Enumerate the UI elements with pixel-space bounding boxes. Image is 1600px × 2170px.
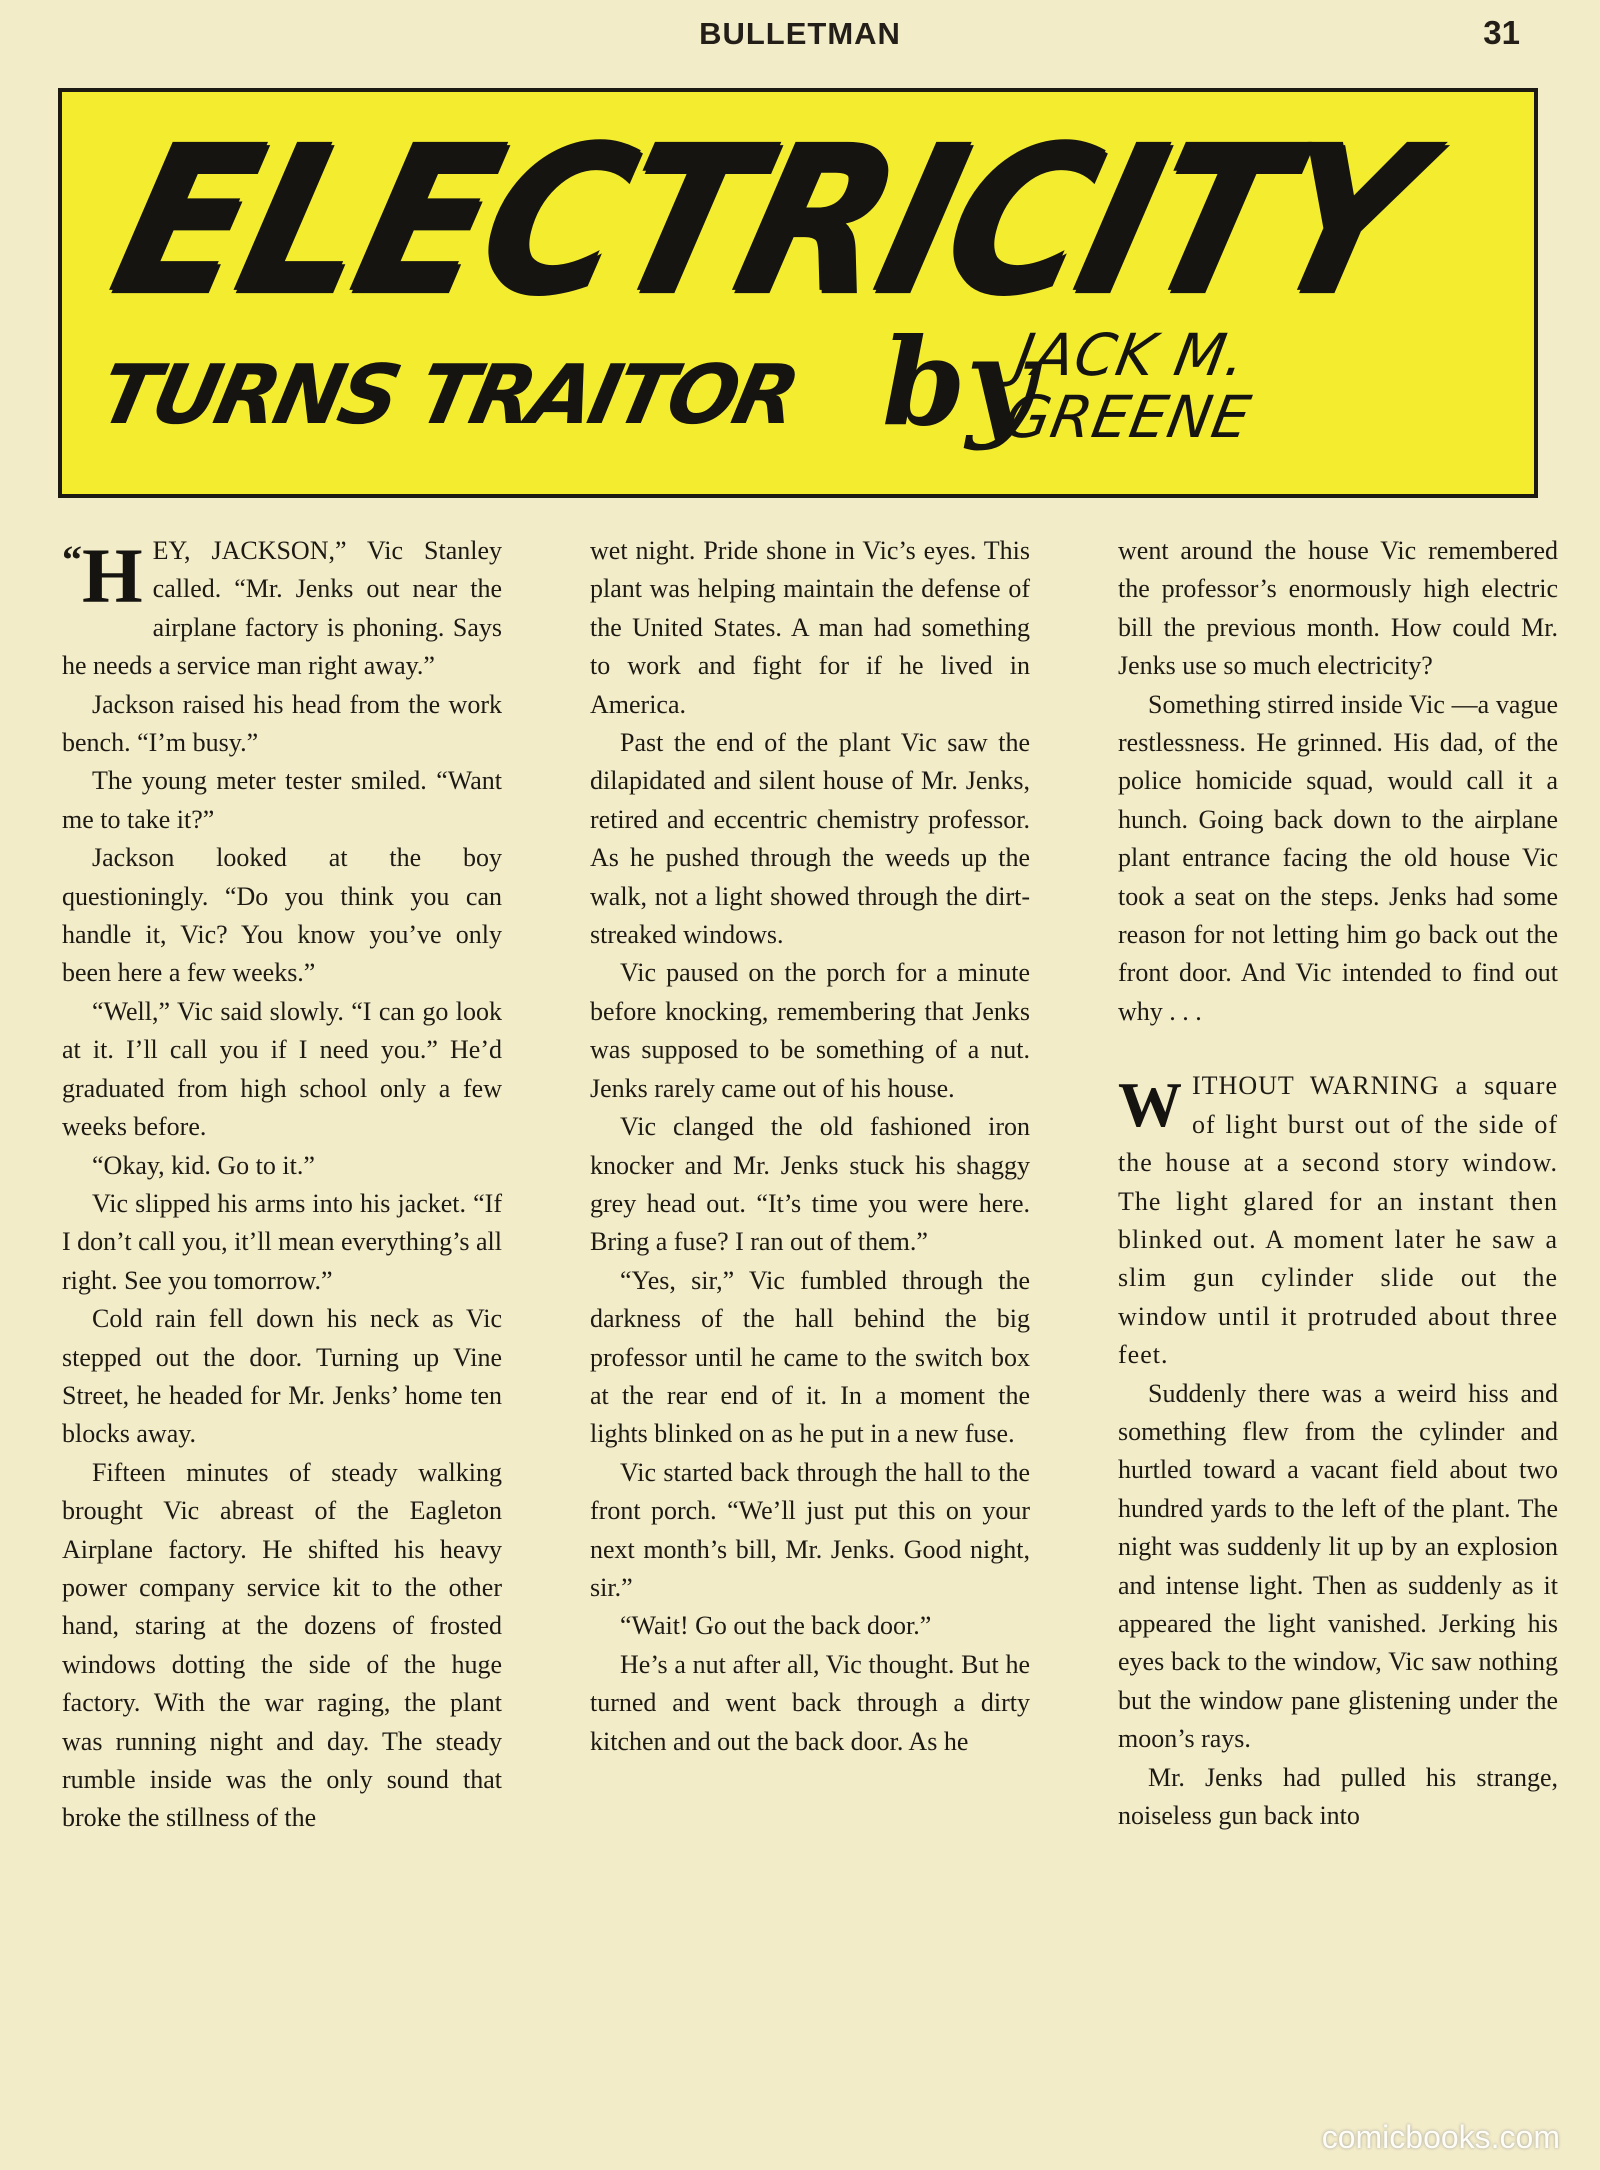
paragraph: Vic slipped his arms into his jacket. “If I don’t call you, it’ll mean everything’s all right. See you tomorrow.” bbox=[62, 1188, 502, 1295]
paragraph: The young meter tester smiled. “Want me to take it?” bbox=[62, 766, 502, 834]
running-head bbox=[0, 14, 1600, 64]
opening-quote: “ bbox=[62, 537, 82, 582]
text-column-3 bbox=[1118, 532, 1558, 1835]
paragraph: “Yes, sir,” Vic fumbled through the darkness of the hall behind the big professor until he came to the switch box at the rear end of it. In a moment the lights blinked on as he put in a new fuse. bbox=[590, 1265, 1030, 1449]
story-title: ELECTRICITY bbox=[93, 102, 1438, 339]
title-banner bbox=[58, 88, 1538, 498]
author-name bbox=[999, 321, 1362, 451]
author-line-1: JACK M. bbox=[1010, 321, 1252, 389]
paragraph: Mr. Jenks had pulled his strange, noiseless gun back into bbox=[1118, 1762, 1558, 1830]
paragraph-text: ITHOUT WARNING a square of light burst out of the side of the house at a second story window. The light glared for an instant then blinked out. A moment later he saw a slim gun cylinder slide out the window until it protruded about three feet. bbox=[1118, 1071, 1558, 1370]
paragraph: Vic paused on the porch for a minute before knocking, remembering that Jenks was supposed to be something of a nut. Jenks rarely came out of his house. bbox=[590, 958, 1030, 1103]
watermark: comicbooks.com bbox=[1321, 2119, 1560, 2155]
paragraph: “Wait! Go out the back door.” bbox=[620, 1611, 932, 1641]
magazine-title: BULLETMAN bbox=[699, 16, 901, 51]
paragraph bbox=[1118, 1067, 1558, 1374]
author-line-2: GREENE bbox=[999, 383, 1257, 451]
paragraph: Vic started back through the hall to the front porch. “We’ll just put this on your next month’s bill, Mr. Jenks. Good night, sir.” bbox=[590, 1457, 1030, 1602]
story-subtitle: TURNS TRAITOR bbox=[91, 348, 804, 443]
text-column-2 bbox=[590, 532, 1030, 1761]
paragraph: Cold rain fell down his neck as Vic stepped out the door. Turning up Vine Street, he headed for Mr. Jenks’ home ten blocks away. bbox=[62, 1304, 502, 1449]
paragraph: Vic clanged the old fashioned iron knocker and Mr. Jenks stuck his shaggy grey head out. “It’s time you were here. Bring a fuse? I ran out of them.” bbox=[590, 1112, 1030, 1257]
paragraph: “Okay, kid. Go to it.” bbox=[92, 1150, 315, 1180]
drop-cap: H bbox=[82, 532, 143, 619]
paragraph: He’s a nut after all, Vic thought. But he turned and went back through a dirty kitchen and out the back door. As he bbox=[590, 1649, 1030, 1756]
text-column-1 bbox=[62, 532, 502, 1838]
paragraph: Suddenly there was a weird hiss and something flew from the cylinder and hurtled toward a vacant field about two hundred yards to the left of the plant. The night was suddenly lit up by an explosion and intense light. Then as suddenly as it appeared the light vanished. Jerking his eyes back to the window, Vic saw nothing but the window pane glistening under the moon’s rays. bbox=[1118, 1378, 1558, 1754]
page-number: 31 bbox=[1483, 14, 1520, 51]
drop-cap: W bbox=[1118, 1069, 1182, 1141]
paragraph: Jackson raised his head from the work bench. “I’m busy.” bbox=[62, 689, 502, 758]
paragraph: wet night. Pride shone in Vic’s eyes. This plant was helping maintain the defense of the United States. A man had something to work and fight for if he lived in America. bbox=[590, 536, 1030, 719]
paragraph: went around the house Vic remembered the professor’s enormously high electric bill the previous month. How could Mr. Jenks use so much electricity? bbox=[1118, 536, 1558, 681]
paragraph: Past the end of the plant Vic saw the dilapidated and silent house of Mr. Jenks, retired and eccentric chemistry professor. As he pushed through the weeds up the walk, not a light showed through the dirt-streaked windows. bbox=[590, 728, 1030, 950]
paragraph: “Well,” Vic said slowly. “I can go look at it. I’ll call you if I need you.” He’d graduated from high school only a few weeks before. bbox=[62, 996, 502, 1142]
paragraph bbox=[62, 532, 502, 686]
byline-by: by bbox=[882, 312, 1036, 453]
paragraph: Something stirred inside Vic —a vague restlessness. He grinned. His dad, of the police homicide squad, would call it a hunch. Going back down to the airplane plant entrance facing the old house Vic took a seat on the steps. Jenks had some reason for not letting him go back out the front door. And Vic intended to find out why . . . bbox=[1118, 689, 1558, 1026]
paragraph: Fifteen minutes of steady walking brought Vic abreast of the Eagleton Airplane factory. He shifted his heavy power company service kit to the other hand, staring at the dozens of frosted windows dotting the side of the huge factory. With the war raging, the plant was running night and day. The steady rumble inside was the only sound that broke the stillness of the bbox=[62, 1457, 502, 1833]
paragraph-text: EY, JACKSON,” Vic Stanley called. “Mr. Jenks out near the airplane factory is phoning. Says he needs a service man right away.” bbox=[62, 536, 502, 681]
paragraph: Jackson looked at the boy questioningly. “Do you think you can handle it, Vic? You know you’ve only been here a few weeks.” bbox=[62, 843, 502, 988]
